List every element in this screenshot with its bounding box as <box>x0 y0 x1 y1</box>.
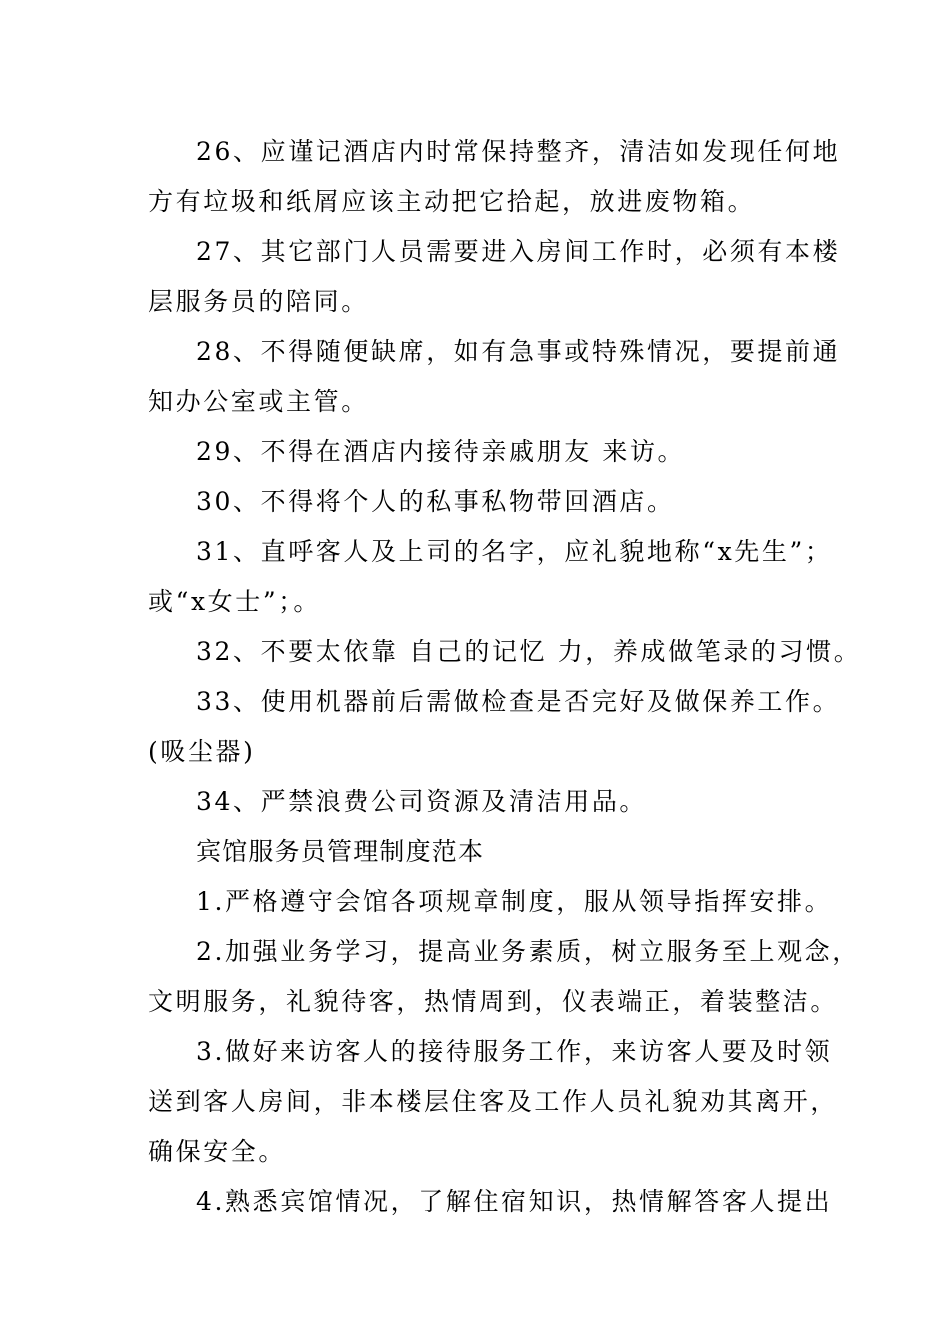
rule-33-line-1: 33、使用机器前后需做检查是否完好及做保养工作。 <box>196 687 841 716</box>
rule-34: 34、严禁浪费公司资源及清洁用品。 <box>196 787 648 816</box>
item-3-line-1: 3.做好来访客人的接待服务工作，来访客人要及时领 <box>196 1037 833 1066</box>
section-heading: 宾馆服务员管理制度范本 <box>196 837 485 866</box>
rule-31-line-2: 或“x女士”；。 <box>148 587 321 616</box>
rule-26-line-1: 26、应谨记酒店内时常保持整齐，清洁如发现任何地 <box>196 137 841 166</box>
rule-28-line-1: 28、不得随便缺席，如有急事或特殊情况，要提前通 <box>196 337 841 366</box>
rule-27-line-2: 层服务员的陪同。 <box>148 287 369 316</box>
rule-29: 29、不得在酒店内接待亲戚朋友 来访。 <box>196 437 686 466</box>
rule-26-line-2: 方有垃圾和纸屑应该主动把它拾起，放进废物箱。 <box>148 187 756 216</box>
rule-27-line-1: 27、其它部门人员需要进入房间工作时，必须有本楼 <box>196 237 841 266</box>
item-1: 1.严格遵守会馆各项规章制度，服从领导指挥安排。 <box>196 887 833 916</box>
rule-30: 30、不得将个人的私事私物带回酒店。 <box>196 487 675 516</box>
item-2-line-1: 2.加强业务学习，提高业务素质，树立服务至上观念， <box>196 937 860 966</box>
rule-31-line-1: 31、直呼客人及上司的名字，应礼貌地称“x先生”； <box>196 537 833 566</box>
item-3-line-3: 确保安全。 <box>148 1137 287 1166</box>
rule-33-line-2: (吸尘器) <box>148 737 256 766</box>
item-2-line-2: 文明服务，礼貌待客，热情周到，仪表端正，着装整洁。 <box>148 987 839 1016</box>
item-3-line-2: 送到客人房间，非本楼层住客及工作人员礼貌劝其离开， <box>148 1087 839 1116</box>
rule-28-line-2: 知办公室或主管。 <box>148 387 369 416</box>
item-4-line-1: 4.熟悉宾馆情况，了解住宿知识，热情解答客人提出 <box>196 1187 833 1216</box>
rule-32: 32、不要太依靠 自己的记忆 力，养成做笔录的习惯。 <box>196 637 862 666</box>
